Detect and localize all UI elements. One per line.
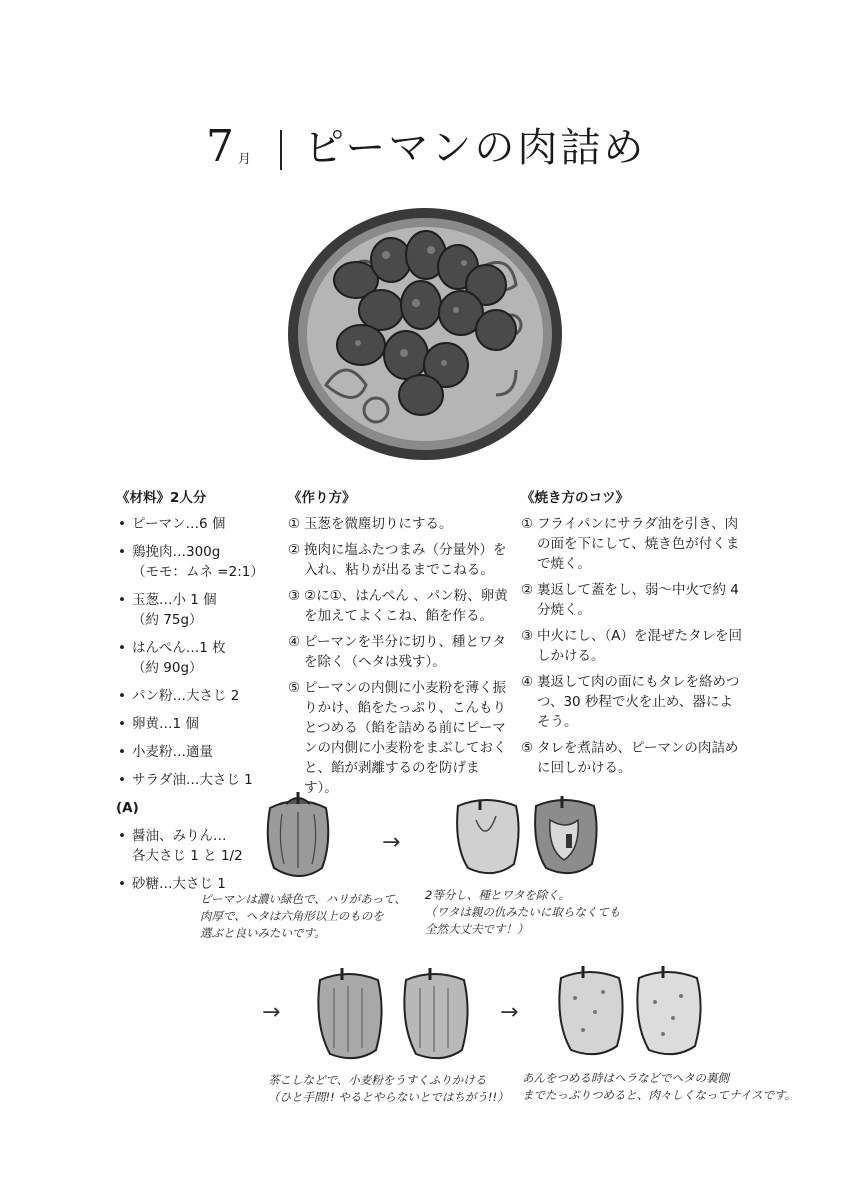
- note-line: 2等分し、種とワタを除く。: [425, 888, 570, 902]
- step-text: 裏返して蓋をし、弱～中火で約 4 分焼く。: [537, 582, 739, 618]
- tips-section: [521, 488, 746, 784]
- tip-step: [521, 514, 746, 574]
- note-line: までたっぷりつめると、肉々しくなってナイスです。: [522, 1088, 797, 1102]
- ingredient-item: [116, 686, 276, 706]
- ingredient-item: [116, 590, 276, 630]
- ingredient-name: 玉葱…小 1 個: [132, 592, 217, 608]
- dish-photo: [286, 205, 564, 463]
- step-text: ピーマンを半分に切り、種とワタを除く（ヘタは残す）。: [304, 634, 506, 670]
- note-line: （ひと手間!! やるとやらないとではちがう!!）: [268, 1090, 509, 1104]
- note-line: （ワタは親の仇みたいに取らなくても: [425, 905, 621, 919]
- step-text: タレを煮詰め、ピーマンの肉詰めに回しかける。: [537, 740, 739, 776]
- sauce-list: [116, 826, 276, 894]
- halving-note: [425, 887, 620, 938]
- ingredient-detail: （モモ：ムネ =2:1）: [132, 564, 264, 580]
- ingredient-item: [116, 542, 276, 582]
- step-number: ②: [521, 582, 534, 598]
- method-step: [288, 514, 513, 534]
- ingredient-item: [116, 714, 276, 734]
- step-text: ②に①、はんぺん 、パン粉、卵黄を加えてよくこね、餡を作る。: [304, 588, 508, 624]
- method-step: [288, 678, 513, 798]
- ingredient-name: 卵黄…1 個: [132, 716, 199, 732]
- halved-pepper-illustration: [450, 790, 608, 880]
- ingredient-name: ピーマン…6 個: [132, 516, 226, 532]
- dish-name: ピーマンの肉詰め: [304, 125, 647, 171]
- method-step: [288, 586, 513, 626]
- step-number: ④: [288, 634, 301, 650]
- tip-step: [521, 626, 746, 666]
- method-section: [288, 488, 513, 804]
- ingredient-name: パン粉…大さじ 2: [132, 688, 240, 704]
- note-line: 全然大丈夫です！）: [425, 922, 529, 936]
- method-list: [288, 514, 513, 798]
- step-text: 裏返して肉の面にもタレを絡めつつ、30 秒程で火を止め、器によそう。: [537, 674, 740, 730]
- floured-pepper-illustration: [312, 962, 480, 1066]
- step-text: ピーマンの内側に小麦粉を薄く振りかけ、餡をたっぷり、こんもりとつめる（餡を詰める前にピーマンの内側に小麦粉をまぶしておくと、餡が剥離するのを防げます）。: [304, 680, 507, 796]
- note-line: 茶こしなどで、小麦粉をうすくふりかける: [268, 1073, 487, 1087]
- tip-step: [521, 580, 746, 620]
- step-text: 玉葱を微塵切りにする。: [304, 516, 453, 532]
- note-line: 選ぶと良いみたいです。: [200, 926, 326, 940]
- month-number: 7: [206, 121, 234, 172]
- note-line: あんをつめる時はヘラなどでヘタの裏側: [522, 1071, 729, 1085]
- step-text: 挽肉に塩ふたつまみ（分量外）を入れ、粘りが出るまでこねる。: [304, 542, 507, 578]
- whole-pepper-illustration: [262, 786, 334, 882]
- step-text: 中火にし、（A）を混ぜたタレを回しかける。: [537, 628, 742, 664]
- step-number: ③: [288, 588, 301, 604]
- step-number: ④: [521, 674, 534, 690]
- ingredient-item: [116, 638, 276, 678]
- step-number: ①: [521, 516, 534, 532]
- ingredient-detail: （約 90g）: [132, 660, 203, 676]
- stuffing-note: [522, 1070, 796, 1104]
- ingredients-heading: 《材料》2人分: [116, 490, 207, 506]
- method-step: [288, 632, 513, 672]
- step-number: ⑤: [521, 740, 534, 756]
- arrow-icon: →: [500, 1000, 519, 1025]
- ingredient-name: 醤油、みりん…: [132, 828, 227, 844]
- ingredient-item: [116, 514, 276, 534]
- tip-step: [521, 738, 746, 778]
- step-number: ⑤: [288, 680, 301, 696]
- ingredient-name: はんぺん…1 枚: [132, 640, 226, 656]
- arrow-icon: →: [262, 1000, 281, 1025]
- note-line: 肉厚で、ヘタは六角形以上のものを: [200, 909, 384, 923]
- ingredient-item: [116, 742, 276, 762]
- arrow-icon: →: [382, 830, 401, 855]
- method-step: [288, 540, 513, 580]
- step-number: ①: [288, 516, 301, 532]
- method-heading: 《作り方》: [288, 490, 356, 506]
- ingredient-detail: 各大さじ 1 と 1/2: [132, 848, 243, 864]
- ingredient-name: 鶏挽肉…300g: [132, 544, 221, 560]
- selection-note: [200, 891, 406, 942]
- tips-heading: 《焼き方のコツ》: [521, 490, 629, 506]
- month-unit: 月: [238, 152, 252, 167]
- tip-step: [521, 672, 746, 732]
- sauce-item: [116, 826, 276, 866]
- tips-list: [521, 514, 746, 778]
- page-title: [0, 118, 850, 188]
- step-text: フライパンにサラダ油を引き、肉の面を下にして、焼き色が付くまで焼く。: [537, 516, 740, 572]
- ingredient-detail: （約 75g）: [132, 612, 203, 628]
- title-divider: [280, 130, 282, 170]
- sauce-group-label: (A): [116, 800, 139, 816]
- stuffed-pepper-illustration: [555, 962, 705, 1060]
- note-line: ピーマンは濃い緑色で、ハリがあって、: [200, 892, 406, 906]
- step-number: ③: [521, 628, 534, 644]
- ingredient-name: 砂糖…大さじ 1: [132, 876, 226, 892]
- flouring-note: [268, 1072, 509, 1106]
- ingredient-name: 小麦粉…適量: [132, 744, 213, 760]
- ingredients-list: [116, 514, 276, 790]
- ingredient-item: [116, 770, 276, 790]
- ingredients-section: [116, 488, 276, 902]
- ingredient-name: サラダ油…大さじ 1: [132, 772, 253, 788]
- step-number: ②: [288, 542, 301, 558]
